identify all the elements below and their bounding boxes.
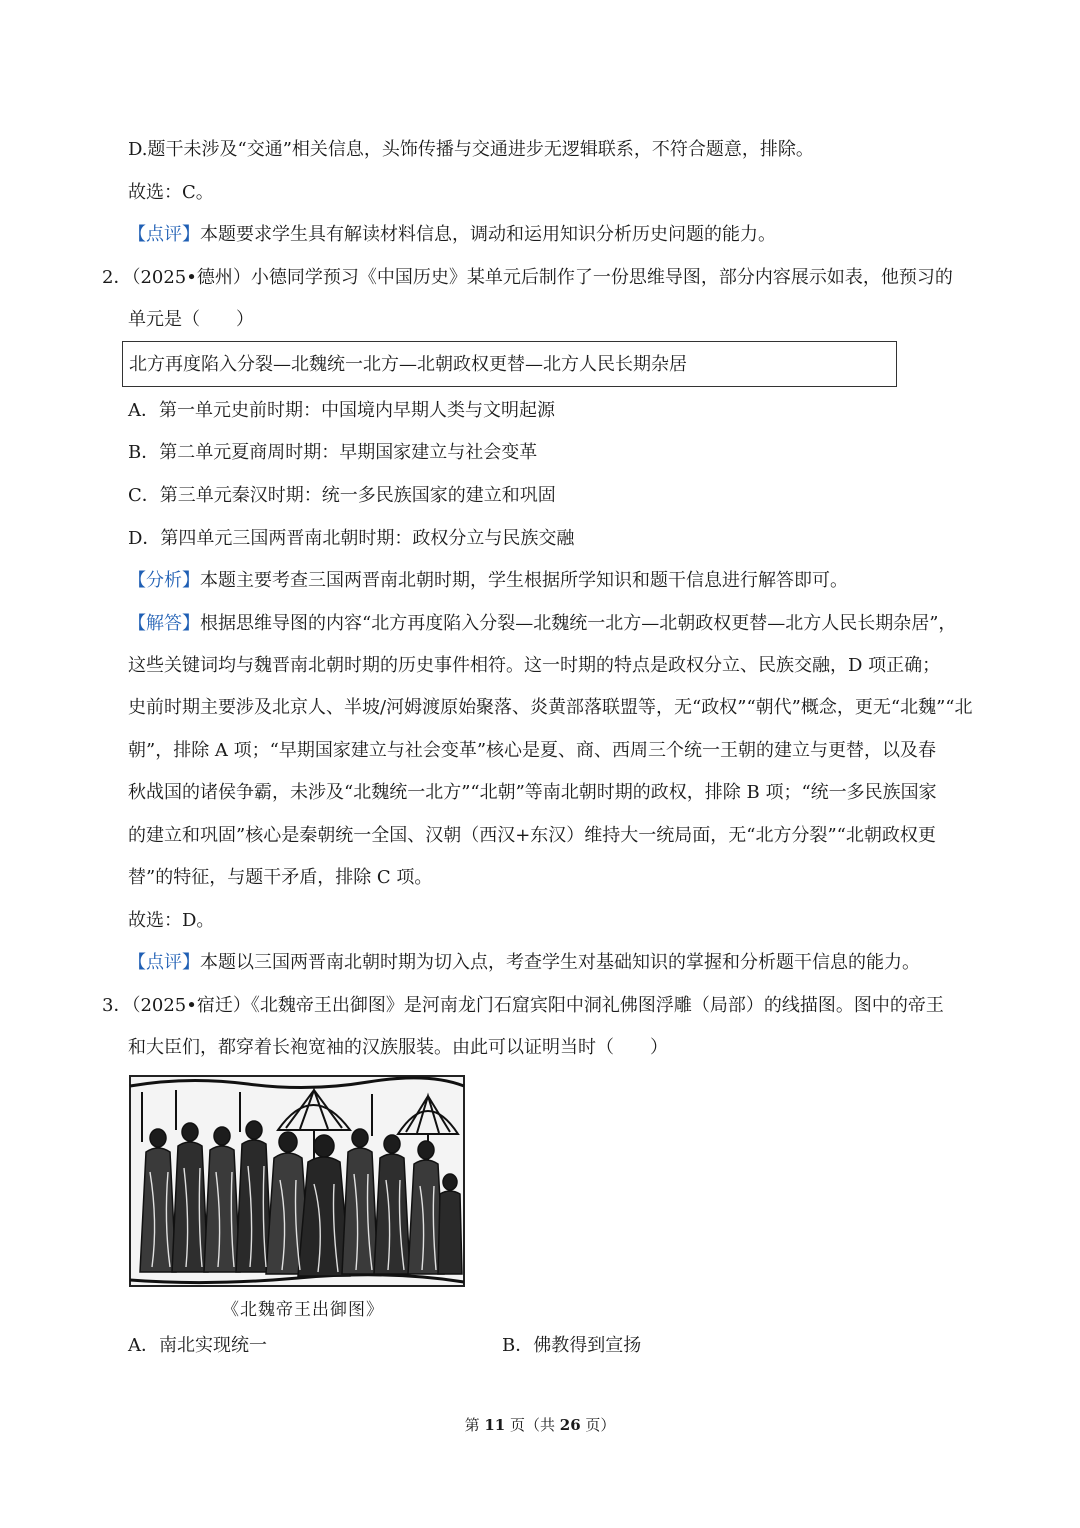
q2-analysis (128, 567, 848, 595)
mind-map-box (122, 341, 897, 387)
answer-text: 根据思维导图的内容“北方再度陷入分裂—北魏统一北方—北朝政权更替—北方人民长期杂居”， (200, 613, 957, 634)
q1-choice: 故选：C。 (128, 182, 214, 203)
q2-stem-line2: 单元是（ ） (128, 309, 254, 330)
q2-answer-line5: 秋战国的诸侯争霸，未涉及“北魏统一北方”“北朝”等南北朝时期的政权，排除 B 项；“统一多民族国家 (128, 782, 937, 803)
q1-review (128, 221, 776, 249)
answer-tag: 【解答】 (128, 613, 200, 634)
q1-option-d-analysis: D.题干未涉及“交通”相关信息，头饰传播与交通进步无逻辑联系，不符合题意，排除。 (128, 139, 814, 160)
q2-choice: 故选：D。 (128, 910, 215, 931)
q2-answer-line3: 史前时期主要涉及北京人、半坡/河姆渡原始聚落、炎黄部落联盟等，无“政权”“朝代”概念，更无“北魏”“北 (128, 697, 973, 718)
analysis-text: 本题主要考查三国两晋南北朝时期，学生根据所学知识和题干信息进行解答即可。 (200, 570, 848, 591)
q2-option-b: B．第二单元夏商周时期：早期国家建立与社会变革 (128, 442, 538, 463)
review-tag: 【点评】 (128, 952, 200, 973)
q3-stem-line2: 和大臣们，都穿着长袍宽袖的汉族服装。由此可以证明当时（ ） (128, 1037, 668, 1058)
review-tag: 【点评】 (128, 224, 200, 245)
review-text: 本题以三国两晋南北朝时期为切入点，考查学生对基础知识的掌握和分析题干信息的能力。 (200, 952, 920, 973)
footer-middle: 页（共 (505, 1416, 560, 1434)
q2-answer-line4: 朝”，排除 A 项；“早期国家建立与社会变革”核心是夏、商、西周三个统一王朝的建立与更替，以及春 (128, 740, 937, 761)
footer-suffix: 页） (580, 1416, 616, 1434)
q2-option-a: A．第一单元史前时期：中国境内早期人类与文明起源 (128, 400, 555, 421)
page-footer (0, 1414, 1080, 1435)
mind-map-text: 北方再度陷入分裂—北魏统一北方—北朝政权更替—北方人民长期杂居 (129, 354, 687, 375)
q2-answer-line6: 的建立和巩固”核心是秦朝统一全国、汉朝（西汉+东汉）维持大一统局面，无“北方分裂”“北朝政权更 (128, 825, 936, 846)
review-text: 本题要求学生具有解读材料信息，调动和运用知识分析历史问题的能力。 (200, 224, 776, 245)
q2-answer-line2: 这些关键词均与魏晋南北朝时期的历史事件相符。这一时期的特点是政权分立、民族交融，D 项正确； (128, 655, 941, 676)
q2-review (128, 949, 920, 977)
q3-option-a: A．南北实现统一 (128, 1335, 267, 1356)
relief-line-drawing (128, 1072, 466, 1294)
analysis-tag: 【分析】 (128, 570, 200, 591)
q3-option-b: B．佛教得到宣扬 (502, 1335, 642, 1356)
figure-caption: 《北魏帝王出御图》 (222, 1300, 384, 1320)
total-pages: 26 (559, 1416, 581, 1434)
current-page: 11 (484, 1416, 506, 1434)
footer-prefix: 第 (464, 1416, 485, 1434)
q2-option-c: C．第三单元秦汉时期：统一多民族国家的建立和巩固 (128, 485, 556, 506)
q2-answer-line7: 替”的特征，与题干矛盾，排除 C 项。 (128, 867, 433, 888)
q2-option-d: D．第四单元三国两晋南北朝时期：政权分立与民族交融 (128, 528, 575, 549)
q2-answer-line1 (128, 610, 956, 638)
relief-illustration (128, 1072, 466, 1294)
q3-stem-line1: 3．（2025•宿迁）《北魏帝王出御图》是河南龙门石窟宾阳中洞礼佛图浮雕（局部）的线描图。图中的帝王 (102, 995, 944, 1016)
q2-stem-line1: 2．（2025•德州）小德同学预习《中国历史》某单元后制作了一份思维导图，部分内容展示如表，他预习的 (102, 267, 953, 288)
